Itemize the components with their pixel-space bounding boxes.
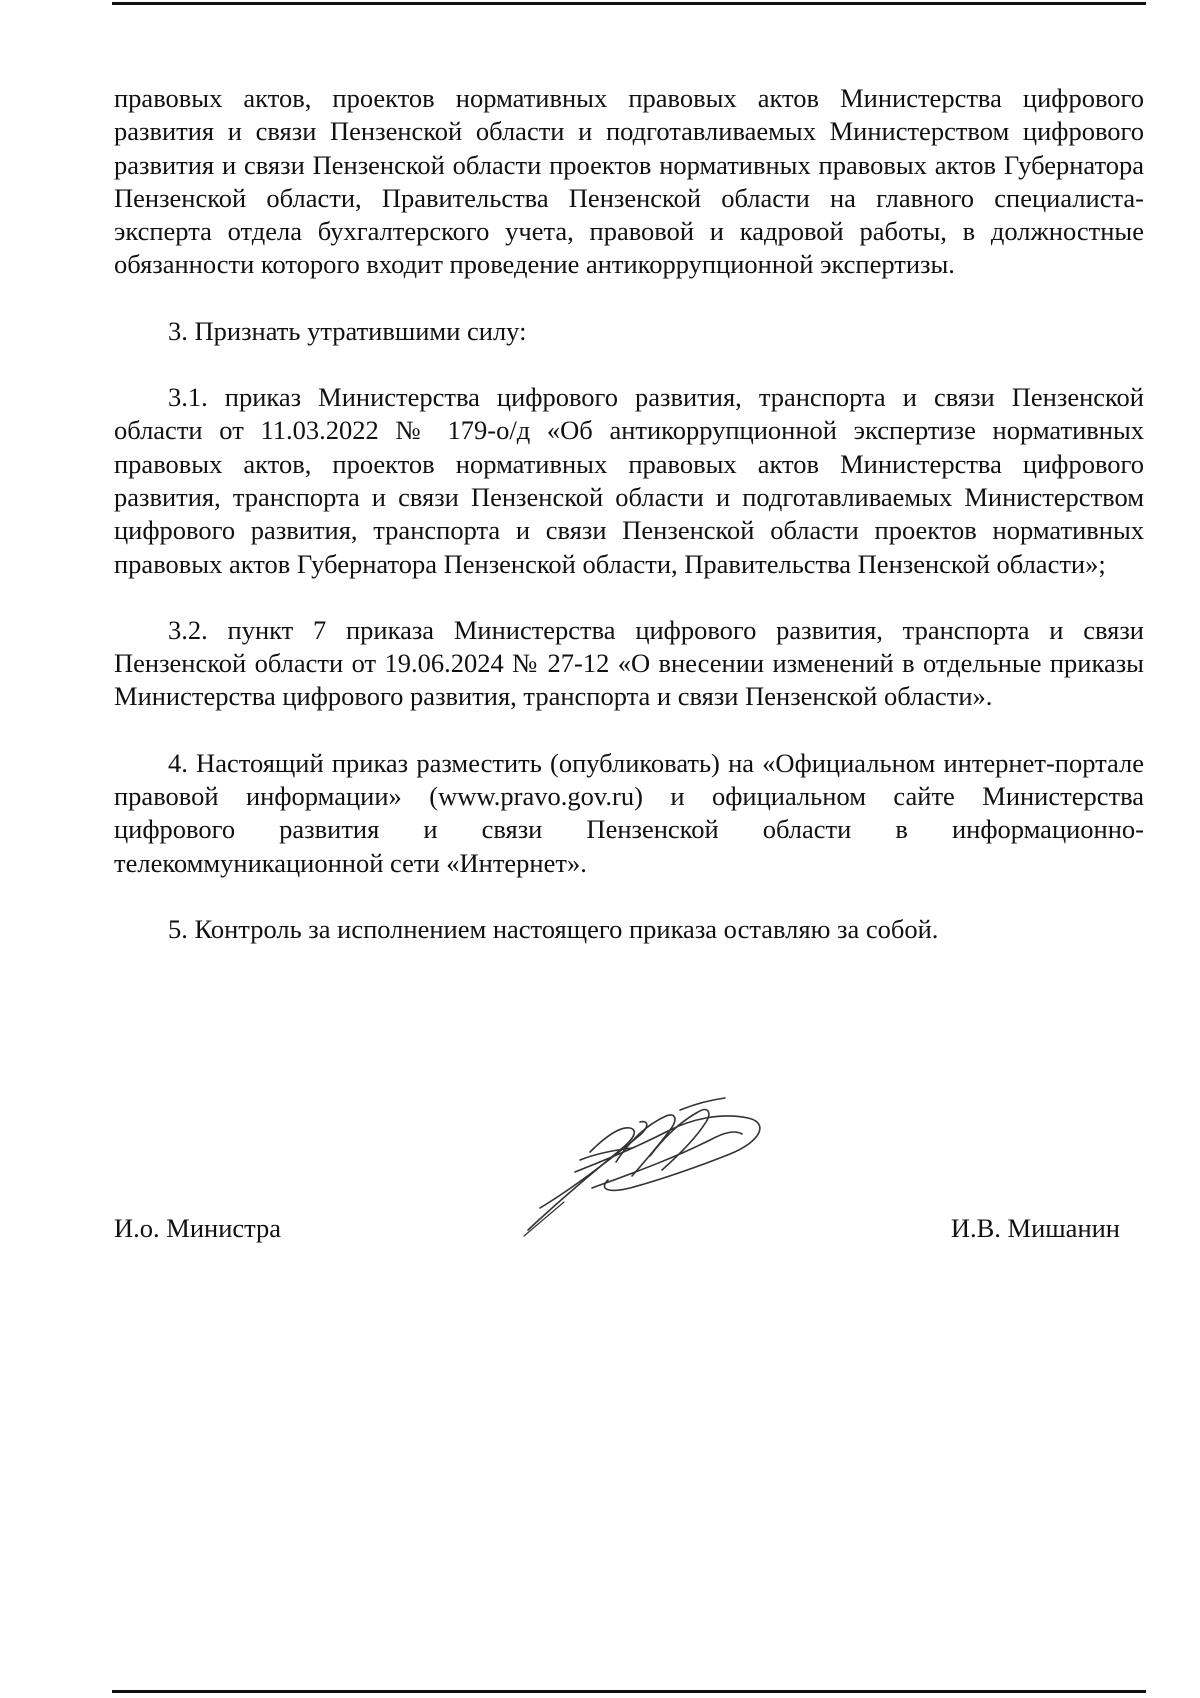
signature-block [114, 1212, 1120, 1252]
signer-position: И.о. Министра [114, 1213, 282, 1243]
top-rule [112, 2, 1146, 5]
paragraph-3: 3. Признать утратившими силу: [168, 315, 527, 346]
document-body [114, 82, 1144, 979]
signer-name: И.В. Мишанин [950, 1213, 1120, 1243]
paragraph-5: 5. Контроль за исполнением настоящего приказа оставляю за собой. [168, 913, 939, 944]
paragraph-continuation: правовых актов, проектов нормативных правовых актов Министерства цифрового развития и связи Пензенской области и подготавливаемых Министерством цифрового развития и связи Пензенской области проектов нормативных правовых актов Губернатора Пензенской области, Правительства Пензенской области на главного специалиста-эксперта отдела бухгалтерского учета, правовой и кадровой работы, в должностные обязанности которого входит проведение антикоррупционной экспертизы. [114, 83, 1144, 280]
bottom-rule [112, 1690, 1146, 1693]
paragraph-3-1: 3.1. приказ Министерства цифрового развития, транспорта и связи Пензенской области от 11.03.2022 № 179-о/д «Об антикоррупционной экспертизе нормативных правовых актов, проектов нормативных правовых актов Министерства цифрового развития, транспорта и связи Пензенской области и подготавливаемых Министерством цифрового развития, транспорта и связи Пензенской области проектов нормативных правовых актов Губернатора Пензенской области, Правительства Пензенской области»; [114, 382, 1144, 579]
paragraph-3-2: 3.2. пункт 7 приказа Министерства цифрового развития, транспорта и связи Пензенской области от 19.06.2024 № 27-12 «О внесении изменений в отдельные приказы Министерства цифрового развития, транспорта и связи Пензенской области». [114, 614, 1144, 712]
paragraph-4: 4. Настоящий приказ разместить (опубликовать) на «Официальном интернет-портале правовой информации» (www.pravo.gov.ru) и официальном сайте Министерства цифрового развития и связи Пензенской области в информационно-телекоммуникационной сети «Интернет». [114, 747, 1144, 878]
